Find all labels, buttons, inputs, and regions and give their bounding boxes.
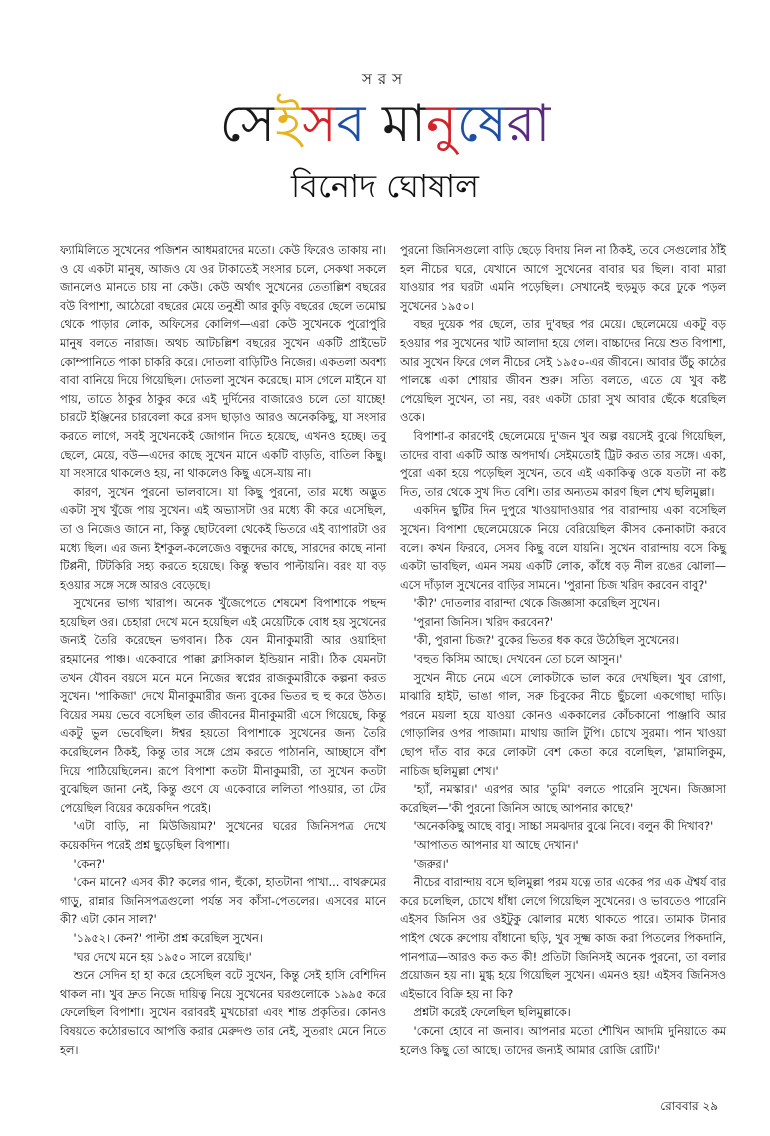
- paragraph: 'কেন মানে? এসব কী? কলের গান, হুঁকো, হাতটানা পাখা... বাথরুমের গাড়ু, রান্নার জিনিসপত্রগুলো পর্যন্ত সব কাঁসা-পেতলের। এসবের মানে কী? এটা কোন সাল?': [60, 876, 386, 927]
- paragraph: 'কেনো হোবে না জনাব। আপনার মতো শৌখিন আদমি দুনিয়াতে কম হলেও কিছু তো আছে। তাদের জন্যই আমার রোজি রোটি।': [400, 1024, 726, 1057]
- paragraph: 'জরুর।': [413, 857, 449, 871]
- paragraph: 'হ্যাঁ, নমস্কার।' এরপর আর 'তুমি' বলতে পারেনি সুখেন। জিজ্ঞাসা করেছিল—'কী পুরনো জিনিস আছে আপনার কাছে?': [400, 783, 726, 815]
- paragraph: 'কী, পুরানা চিজ?' বুকের ভিতর ধক করে উঠেছিল সুখেনের।: [413, 634, 679, 648]
- paragraph: 'পুরানা জিনিস। খরিদ করবেন?': [413, 615, 554, 629]
- title-part: স: [302, 94, 337, 154]
- section-kicker: সরস: [361, 70, 409, 88]
- paragraph: সুখেন নীচে নেমে এসে লোকটাকে ভাল করে দেখছিল। খুব রোগা, মাঝারি হাইট, ভাঙা গাল, সরু চিবুকের নীচে ছুঁচলো একগোছা দাড়ি। পরনে ময়লা হয়ে যাওয়া কোনও এককালের কোঁচকানো পাঞ্জাবি আর গোড়ালির ওপর পাজামা। মাথায় জালি টুপি। চোখে সুরমা। পান খাওয়া ছোপ দাঁত বার করে লোকটা বেশ কেতা করে বলেছিল, 'স্লামালিকুম, নাচিজ ছলিমুল্লা শেখ।': [400, 671, 726, 778]
- title-part: মা: [382, 94, 426, 154]
- paragraph: প্রশ্নটা করেই ফেলেছিল ছলিমুল্লাকে।: [413, 1006, 571, 1020]
- right-column: [400, 242, 726, 1060]
- left-column: [60, 242, 386, 1060]
- paragraph: 'ঘর দেখে মনে হয় ১৯৫০ সালে রয়েছি।': [73, 950, 252, 964]
- title-part: ষে: [457, 94, 507, 154]
- title-part: [366, 94, 383, 154]
- title-part: রা: [506, 94, 551, 154]
- paragraph: শুনে সেদিন হা হা করে হেসেছিল বটে সুখেন, কিন্তু সেই হাসি বেশিদিন থাকল না। খুব দ্রুত নিজে দায়িত্ব নিয়ে সুখেনের ঘরগুলোকে ১৯৯৫ করে ফেলেছিল বিপাশা। সুখেন বরাবরই মুখচোরা এবং শান্ত প্রকৃতির। কোনও বিষয়তে কঠোরভাবে আপত্তি করার মেরুদণ্ড তার নেই, সুতরাং মেনে নিতে হল।: [60, 969, 386, 1057]
- paragraph: কারণ, সুখেন পুরনো ভালবাসে। যা কিছু পুরনো, তার মধ্যে অদ্ভুত একটা সুখ খুঁজে পায় সুখেন। এই অভ্যাসটা ওর মধ্যে কী করে এসেছিল, তা ও নিজেও জানে না, কিন্তু ছোটবেলা থেকেই ভিতরে এই ব্যাপারটা ওর মধ্যে ছিল। এর জন্য ইশকুল-কলেজেও বন্ধুদের কাছে, সারদের কাছে নানা টিপ্পনী, টিটকিরি সহ্য করতে হয়েছে। কিন্তু স্বভাব পাল্টায়নি। বরং যা বড় হওয়ার সঙ্গে সঙ্গে আরও বেড়েছে।: [60, 485, 386, 592]
- paragraph: বছর দুয়েক পর ছেলে, তার দু'বছর পর মেয়ে। ছেলেমেয়ে একটু বড় হওয়ার পর সুখেনের খাট আলাদা হয়ে গেল। বাচ্চাদের নিয়ে শুত বিপাশা, আর সুখেন ফিরে গেল নীচের সেই ১৯৫০-এর জীবনে। আবার উঁচু কাঠের পালঙ্কে একা শোয়ার জীবন শুরু। সত্যি বলতে, এতে যে খুব কষ্ট পেয়েছিল সুখেন, তা নয়, বরং একটা চোরা সুখ আবার ছেঁকে ধরেছিল ওকে।: [400, 318, 726, 425]
- paragraph: একদিন ছুটির দিন দুপুরে খাওয়াদাওয়ার পর বারান্দায় একা বসেছিল সুখেন। বিপাশা ছেলেমেয়েকে নিয়ে বেরিয়েছিল কীসব কেনাকাটা করবে বলে। কখন ফিরবে, সেসব কিছু বলে যায়নি। সুখেন বারান্দায় বসে কিছু একটা ভাবছিল, এমন সময় একটি লোক, কাঁধে বড় নীল রঙের ঝোলা—এসে দাঁড়াল সুখেনের বাড়ির সামনে। 'পুরানা চিজ খরিদ করবেন বাবু?': [400, 504, 726, 592]
- paragraph: পুরনো জিনিসগুলো বাড়ি ছেড়ে বিদায় নিল না ঠিকই, তবে সেগুলোর ঠাঁই হল নীচের ঘরে, যেখানে আগে সুখেনের বাবার ঘর ছিল। বাবা মারা যাওয়ার পর ঘরটা এমনি পড়েছিল। সেখানেই হুড়মুড় করে ঢুকে পড়ল সুখেনের ১৯৫০।: [400, 244, 726, 313]
- page-footer: রোববার ২৯: [660, 1099, 718, 1113]
- title-part: ব: [336, 94, 366, 154]
- paragraph: 'কেন?': [73, 857, 105, 871]
- title-part: সে: [219, 94, 276, 154]
- paragraph: বিপাশা-র কারণেই ছেলেমেয়ে দু'জন খুব অল্প বয়সেই বুঝে গিয়েছিল, তাদের বাবা একটি আস্ত অপদার্থ। সেইমতোই ট্রিট করত তার সঙ্গে। একা, পুরো একা হয়ে পড়েছিল সুখেন, তবে এই একাকিত্ব ওকে যতটা না কষ্ট দিত, তার থেকে সুখ দিত বেশি। তার অন্যতম কারণ ছিল শেখ ছলিমুল্লা।: [400, 429, 726, 499]
- paragraph: 'আপাতত আপনার যা আছে দেখান।': [413, 839, 579, 852]
- paragraph: 'বহুত কিসিম আছে। দেখবেন তো চলে আসুন।': [413, 653, 623, 667]
- title-part: নু: [426, 94, 458, 154]
- paragraph: '১৯৫২। কেন?' পাল্টা প্রশ্ন করেছিল সুখেন।: [73, 931, 263, 945]
- story-title: [0, 92, 770, 156]
- author-name: বিনোদ ঘোষাল: [291, 167, 479, 205]
- title-part: ই: [275, 94, 303, 154]
- paragraph: সুখেনের ভাগ্য খারাপ। অনেক খুঁজেপেতে শেষমেশ বিপাশাকে পছন্দ হয়েছিল ওর। চেহারা দেখে মনে হয়েছিল এই মেয়েটিকে বোধ হয় সুখেনের জন্যই তৈরি করেছেন ভগবান। ঠিক যেন মীনাকুমারী আর ওয়াহিদা রহমানের পাঞ্চ। একেবারে পাক্কা ক্লাসিকাল ইন্ডিয়ান নারী। ঠিক যেমনটা তখন যৌবন বয়সে মনে মনে নিজের স্বপ্নের রাজকুমারীকে কল্পনা করত সুখেন। 'পাকিজা' দেখে মীনাকুমারীর জন্য বুকের ভিতর হু হু করে উঠত। বিয়ের সময় ভেবে বসেছিল তার জীবনের মীনাকুমারী এসে গিয়েছে, কিন্তু একটু ভুল ভেবেছিল। ঈশ্বর হয়তো বিপাশাকে সুখেনের জন্য তৈরি করেছিলেন ঠিকই, কিন্তু তার সঙ্গে প্রেম করতে পাঠাননি, আচ্ছাসে বাঁশ দিয়ে পাঠিয়েছিলেন। রূপে বিপাশা কতটা মীনাকুমারী, তা সুখেন কতটা বুঝেছিল জানা নেই, কিন্তু গুণে যে একেবারে ললিতা পাওয়ার, তা টের পেয়েছিল বিয়ের কয়েকদিন পরেই।: [60, 597, 386, 815]
- paragraph: 'কী?' দোতলার বারান্দা থেকে জিজ্ঞাসা করেছিল সুখেন।: [413, 597, 660, 611]
- paragraph: 'অনেককিছু আছে বাবু। সাচ্চা সমঝদার বুঝে নিবে। বলুন কী দিখাব?': [413, 820, 714, 834]
- paragraph: 'এটা বাড়ি, না মিউজিয়াম?' সুখেনের ঘরের জিনিসপত্র দেখে কয়েকদিন পরেই প্রশ্ন ছুড়েছিল বিপাশা।: [60, 820, 386, 852]
- paragraph: নীচের বারান্দায় বসে ছলিমুল্লা পরম যত্নে তার একের পর এক ঐশ্বর্য বার করে চলেছিল, চোখে ধাঁধা লেগে গিয়েছিল সুখেনের। ও ভাবতেও পারেনি এইসব জিনিস ওর ওইটুকু ঝোলার মধ্যে থাকতে পারে। তামাক টানার পাইপ থেকে রুপোয় বাঁধানো ছড়ি, খুব সূক্ষ্ম কাজ করা পিতলের পিকদানি, পানপাত্র—আরও কত কত কী! প্রতিটা জিনিসই অনেক পুরনো, তা বলার প্রয়োজন হয় না। মুগ্ধ হয়ে গিয়েছিল সুখেন। এমনও হয়! এইসব জিনিসও এইভাবে বিক্রি হয় না কি?: [400, 876, 726, 1001]
- paragraph: ফ্যামিলিতে সুখেনের পজিশন আধমরাদের মতো। কেউ ফিরেও তাকায় না। ও যে একটা মানুষ, আজও যে ওর টাকাতেই সংসার চলে, সেকথা সকলে জানলেও মানতে চায় না কেউ। কেউ অর্থাৎ সুখেনের তেতাল্লিশ বছরের বউ বিপাশা, আঠেরো বছরের মেয়ে তনুশ্রী আর কুড়ি বছরের ছেলে তমোঘ্ন থেকে পাড়ার লোক, অফিসের কোলিগ—এরা কেউ সুখেনকে পুরোপুরি মানুষ বলতে নারাজ। অথচ আটচল্লিশ বছরের সুখেন একটি প্রাইভেট কোম্পানিতে পাকা চাকরি করে। দোতলা বাড়িটিও নিজের। একতলা অবশ্য বাবা বানিয়ে দিয়ে গিয়েছিল। দোতলা সুখেন করেছে। মাস গেলে মাইনে যা পায়, তাতে ঠাকুর ঠাকুর করে এই দুর্দিনের বাজারেও চলে তো যাচ্ছে! চারটে ইঞ্জিনের চারবেলা করে রসদ ছাড়াও আরও অনেককিছু, যা সংসার করতে লাগে, সবই সুখেনকেই জোগান দিতে হয়েছে, এখনও হচ্ছে। তবু ছেলে, মেয়ে, বউ—এদের কাছে সুখেন মানে একটি বাড়তি, বাতিল কিছু। যা সংসারে থাকলেও হয়, না থাকলেও কিছু এসে-যায় না।: [60, 244, 386, 481]
